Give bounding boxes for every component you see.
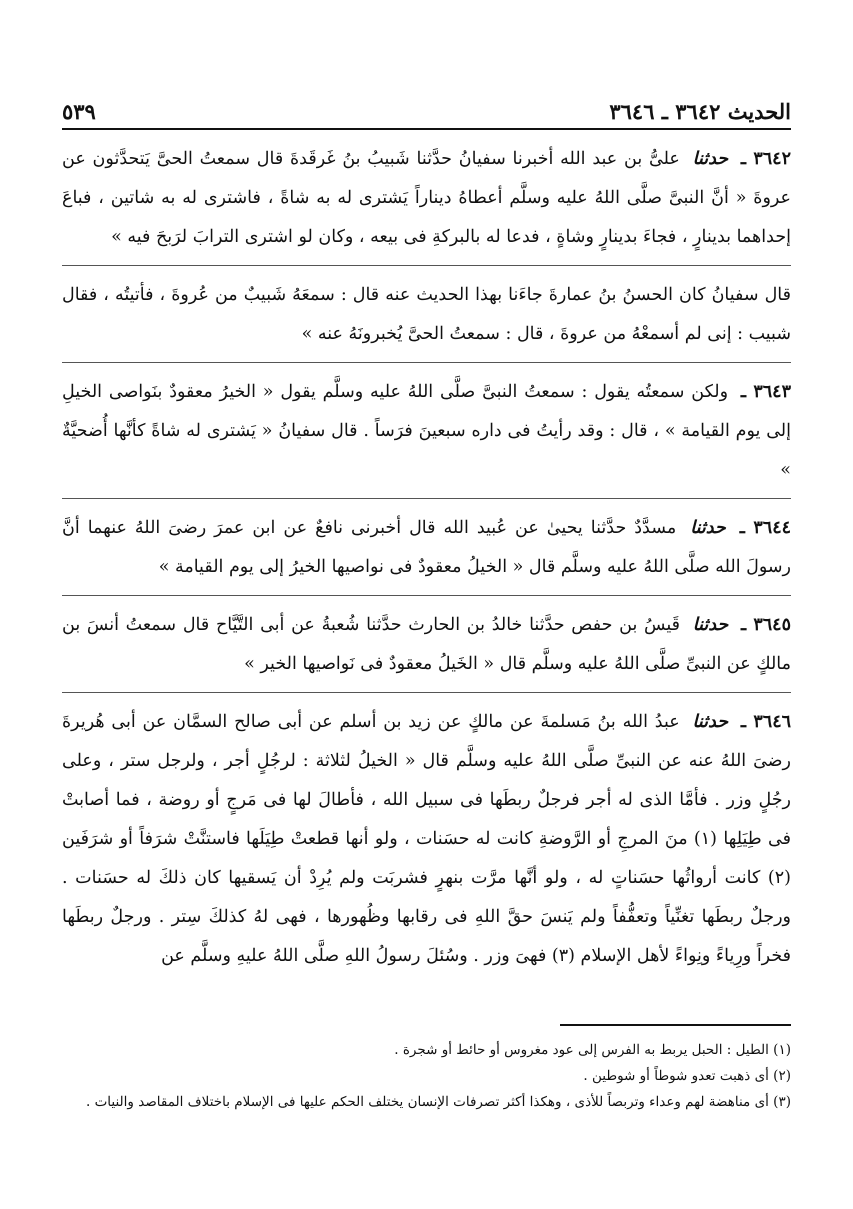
hadith-text: قَيسُ بن حفص حدَّثنا خالدُ بن الحارث حدَّثنا شُعبةُ عن أبى التَّيَّاح قال سمعتُ أنسَ بن مالكٍ عن النبىِّ صلَّى اللهُ عليه وسلَّم قال « الخَيلُ معقودٌ فى نَواصيها الخير » <box>62 615 791 674</box>
hadith-text: ولكن سمعتُه يقول : سمعتُ النبىَّ صلَّى اللهُ عليه وسلَّم يقول « الخيرُ معقودٌ بنَواصى الخيلِ إلى يوم القيامة » ، قال : وقد رأيتُ فى داره سبعينَ فرَساً . قال سفيانُ « يَشترى له شاةً كأنَّها أُضحيَّةٌ » <box>62 382 791 480</box>
running-title: الحديث ٣٦٤٢ ـ ٣٦٤٦ <box>609 99 791 124</box>
footnote-3: (٣) أى مناهضة لهم وعداء وتربصاً للأذى ، وهكذا أكثر تصرفات الإنسان يختلف الحكم عليها فى الإسلام باختلاف المقاصد والنيات . <box>86 1094 791 1110</box>
page-body <box>62 138 791 976</box>
divider <box>62 498 791 499</box>
commentary-text: قال سفيانُ كان الحسنُ بنُ عمارةَ جاءَنا بهذا الحديث عنه قال : سمعَهُ شَبيبٌ من عُروةَ ، فأتيتُه ، فقال شبيب : إنى لم أسمعْهُ من عروةَ ، قال : سمعتُ الحىَّ يُخبرونَهُ عنه » <box>62 285 791 344</box>
header-rule <box>62 128 791 130</box>
divider <box>62 265 791 266</box>
hadith-number: ٣٦٤٢ ـ <box>740 149 791 169</box>
hadith-3646 <box>62 703 791 976</box>
hadith-text: مسدَّدٌ حدَّثنا يحيىٰ عن عُبيد الله قال أخبرنى نافعٌ عن ابن عمرَ رضىَ اللهُ عنهما أنَّ رسولَ الله صلَّى اللهُ عليه وسلَّم قال « الخيلُ معقودٌ فى نواصيها الخيرُ إلى يوم القيامة » <box>62 518 791 577</box>
hadith-3642 <box>62 140 791 257</box>
hadith-number: ٣٦٤٤ ـ <box>739 518 791 538</box>
hadith-text: علىُّ بن عبد الله أخبرنا سفيانُ حدَّثنا شَبيبُ بنُ غَرقَدةَ قال سمعتُ الحىَّ يَتحدَّثون عن عروةَ « أنَّ النبىَّ صلَّى اللهُ عليه وسلَّم أعطاهُ ديناراً يَشترى له به شاةً ، فاشترى له به شاتين ، فباعَ إحداهما بدينارٍ ، فجاءَ بدينارٍ وشاةٍ ، فدعا له بالبركةِ فى بيعه ، وكان لو اشترى الترابَ لرَبحَ فيه » <box>62 149 791 247</box>
hadith-3645 <box>62 606 791 684</box>
hadith-number: ٣٦٤٣ ـ <box>740 382 791 402</box>
hadith-keyword: حدثنا <box>692 712 729 732</box>
footnote-2: (٢) أى ذهبت تعدو شوطاً أو شوطين . <box>583 1068 791 1084</box>
footnote-1: (١) الطيل : الحبل يربط به الفرس إلى عود مغروس أو حائط أو شجرة . <box>394 1042 791 1058</box>
footnote-rule <box>560 1024 791 1026</box>
hadith-commentary <box>62 276 791 354</box>
divider <box>62 362 791 363</box>
divider <box>62 692 791 693</box>
hadith-keyword: حدثنا <box>690 518 726 538</box>
page-number: ٥٣٩ <box>62 99 96 124</box>
hadith-3644 <box>62 509 791 587</box>
divider <box>62 595 791 596</box>
hadith-keyword: حدثنا <box>692 149 729 169</box>
hadith-number: ٣٦٤٥ ـ <box>740 615 791 635</box>
hadith-3643 <box>62 373 791 490</box>
hadith-keyword: حدثنا <box>692 615 729 635</box>
footnotes <box>62 1037 791 1115</box>
hadith-text: عبدُ الله بنُ مَسلمةَ عن مالكٍ عن زيد بن أسلم عن أبى صالح السمَّان عن أبى هُريرةَ رضىَ اللهُ عنه عن النبىِّ صلَّى اللهُ عليه وسلَّم قال « الخيلُ لثلاثة : لرجُلٍ أجر ، ولرجل ستر ، وعلى رجُلٍ وزر . فأمَّا الذى له أجر فرجلٌ ربطَها فى سبيل الله ، فأطالَ لها فى مَرجٍ أو روضة ، فما أصابتْ فى طِيَلِها (١) منَ المرجِ أو الرَّوضةِ كانت له حسَنات ، ولو أنها قطعتْ طِيَلَها فاستنَّتْ شرَفاً أو شرَفَين (٢) كانت أرواثُها حسَناتٍ له ، ولو أنَّها مرَّت بنهرٍ فشربَت ولم يُرِدْ أن يَسقيها كان ذلكَ له حسَنات . ورجلٌ ربطَها تغنِّياً وتعفُّفاً ولم يَنسَ حقَّ اللهِ فى رقابها وظُهورها ، فهى لهُ كذلكَ سِتر . ورجلٌ ربطَها فخراً ورِياءً ونِواءً لأهل الإسلام (٣) فهىَ وزر . وسُئلَ رسولُ اللهِ صلَّى اللهُ عليهِ وسلَّم عن <box>62 712 791 966</box>
hadith-number: ٣٦٤٦ ـ <box>740 712 791 732</box>
page-header <box>62 84 791 124</box>
